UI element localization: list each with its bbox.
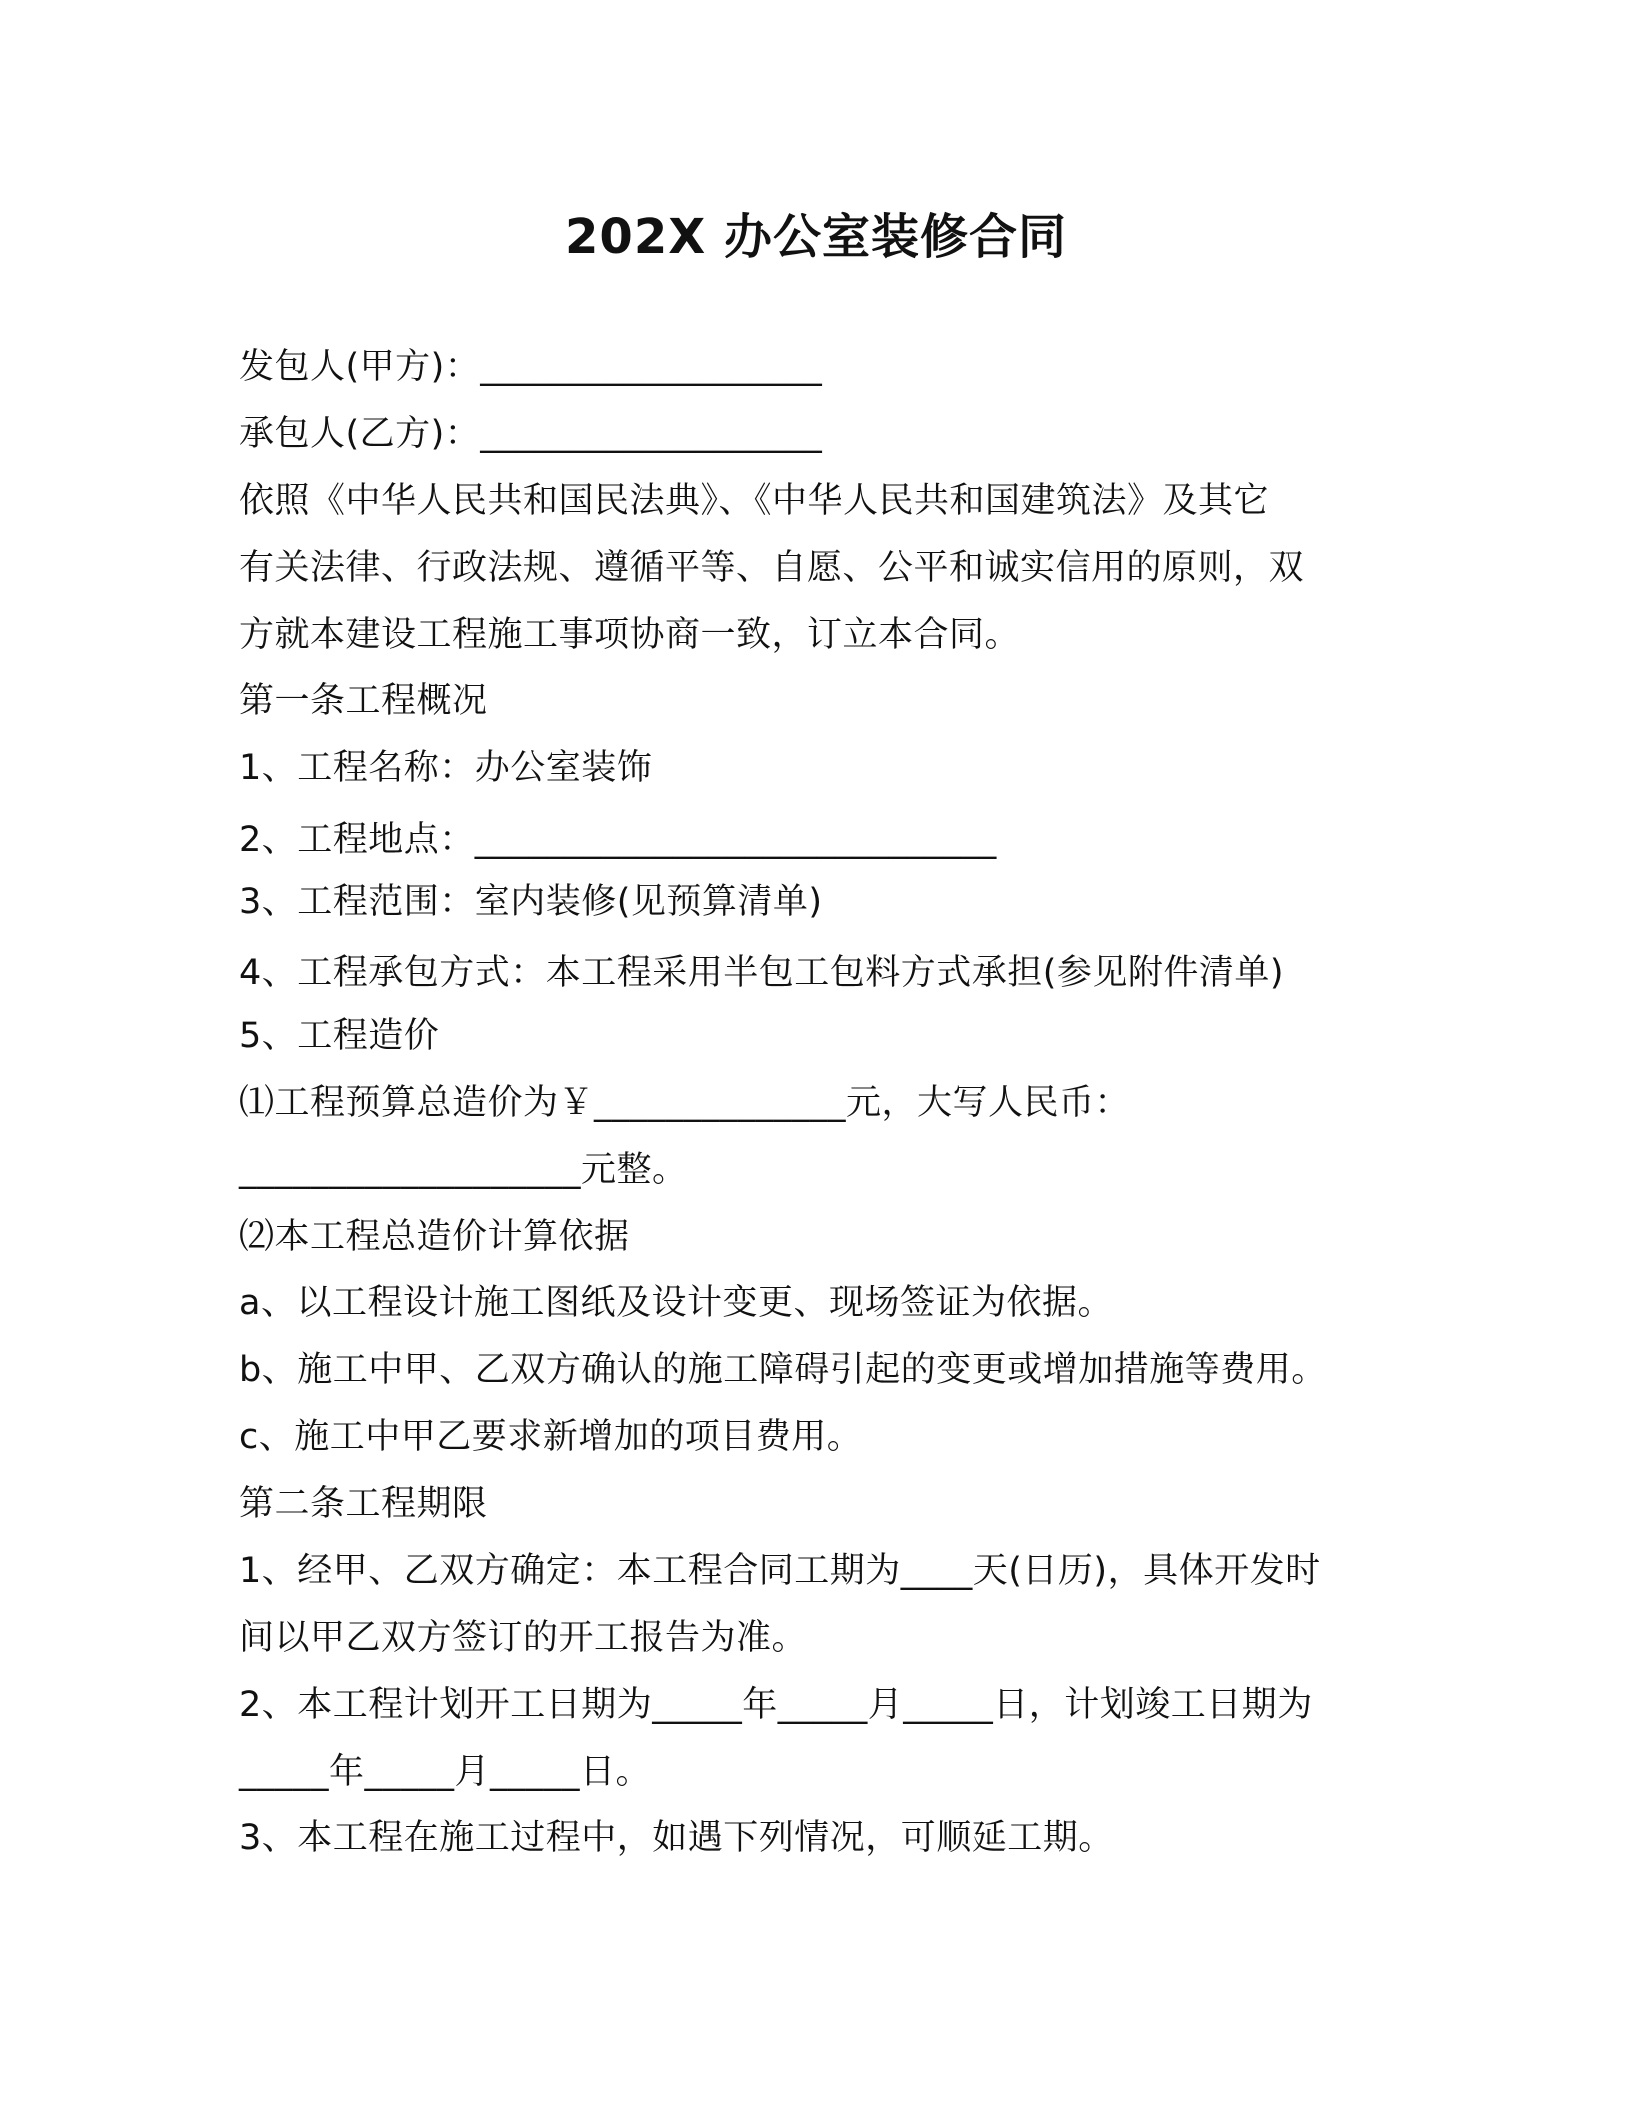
- term-line-2: 间以甲乙双方签订的开工报告为准。: [239, 1618, 808, 1658]
- cost-basis-heading: ⑵本工程总造价计算依据: [239, 1217, 630, 1257]
- total-cost-line-2: ___________________元整。: [239, 1150, 688, 1190]
- article-1-heading: 第一条工程概况: [239, 681, 488, 721]
- project-scope-line: 3、工程范围：室内装修(见预算清单): [239, 882, 823, 922]
- project-name-line: 1、工程名称：办公室装饰: [239, 748, 653, 788]
- preamble-line-2: 有关法律、行政法规、遵循平等、自愿、公平和诚实信用的原则，双: [239, 548, 1305, 588]
- cost-basis-a: a、以工程设计施工图纸及设计变更、现场签证为依据。: [239, 1283, 1113, 1323]
- extension-line: 3、本工程在施工过程中，如遇下列情况，可顺延工期。: [239, 1818, 1114, 1858]
- party-b-line: 承包人(乙方)：___________________: [239, 414, 823, 454]
- project-location-line: 2、工程地点：_____________________________: [239, 820, 997, 860]
- term-line-1: 1、经甲、乙双方确定：本工程合同工期为____天(日历)，具体开发时: [239, 1551, 1321, 1591]
- schedule-line-1: 2、本工程计划开工日期为_____年_____月_____日，计划竣工日期为: [239, 1685, 1313, 1725]
- preamble-line-1: 依照《中华人民共和国民法典》、《中华人民共和国建筑法》及其它: [239, 481, 1270, 521]
- article-2-heading: 第二条工程期限: [239, 1484, 488, 1524]
- contract-method-line: 4、工程承包方式：本工程采用半包工包料方式承担(参见附件清单): [239, 953, 1285, 993]
- party-a-line: 发包人(甲方)：___________________: [239, 347, 823, 387]
- document-title: 202X 办公室装修合同: [565, 209, 1067, 265]
- project-cost-heading: 5、工程造价: [239, 1016, 440, 1056]
- schedule-line-2: _____年_____月_____日。: [239, 1752, 652, 1792]
- preamble-line-3: 方就本建设工程施工事项协商一致，订立本合同。: [239, 615, 1021, 655]
- total-cost-line-1: ⑴工程预算总造价为￥______________元，大写人民币：: [239, 1083, 1131, 1123]
- cost-basis-b: b、施工中甲、乙双方确认的施工障碍引起的变更或增加措施等费用。: [239, 1350, 1327, 1390]
- cost-basis-c: c、施工中甲乙要求新增加的项目费用。: [239, 1417, 863, 1457]
